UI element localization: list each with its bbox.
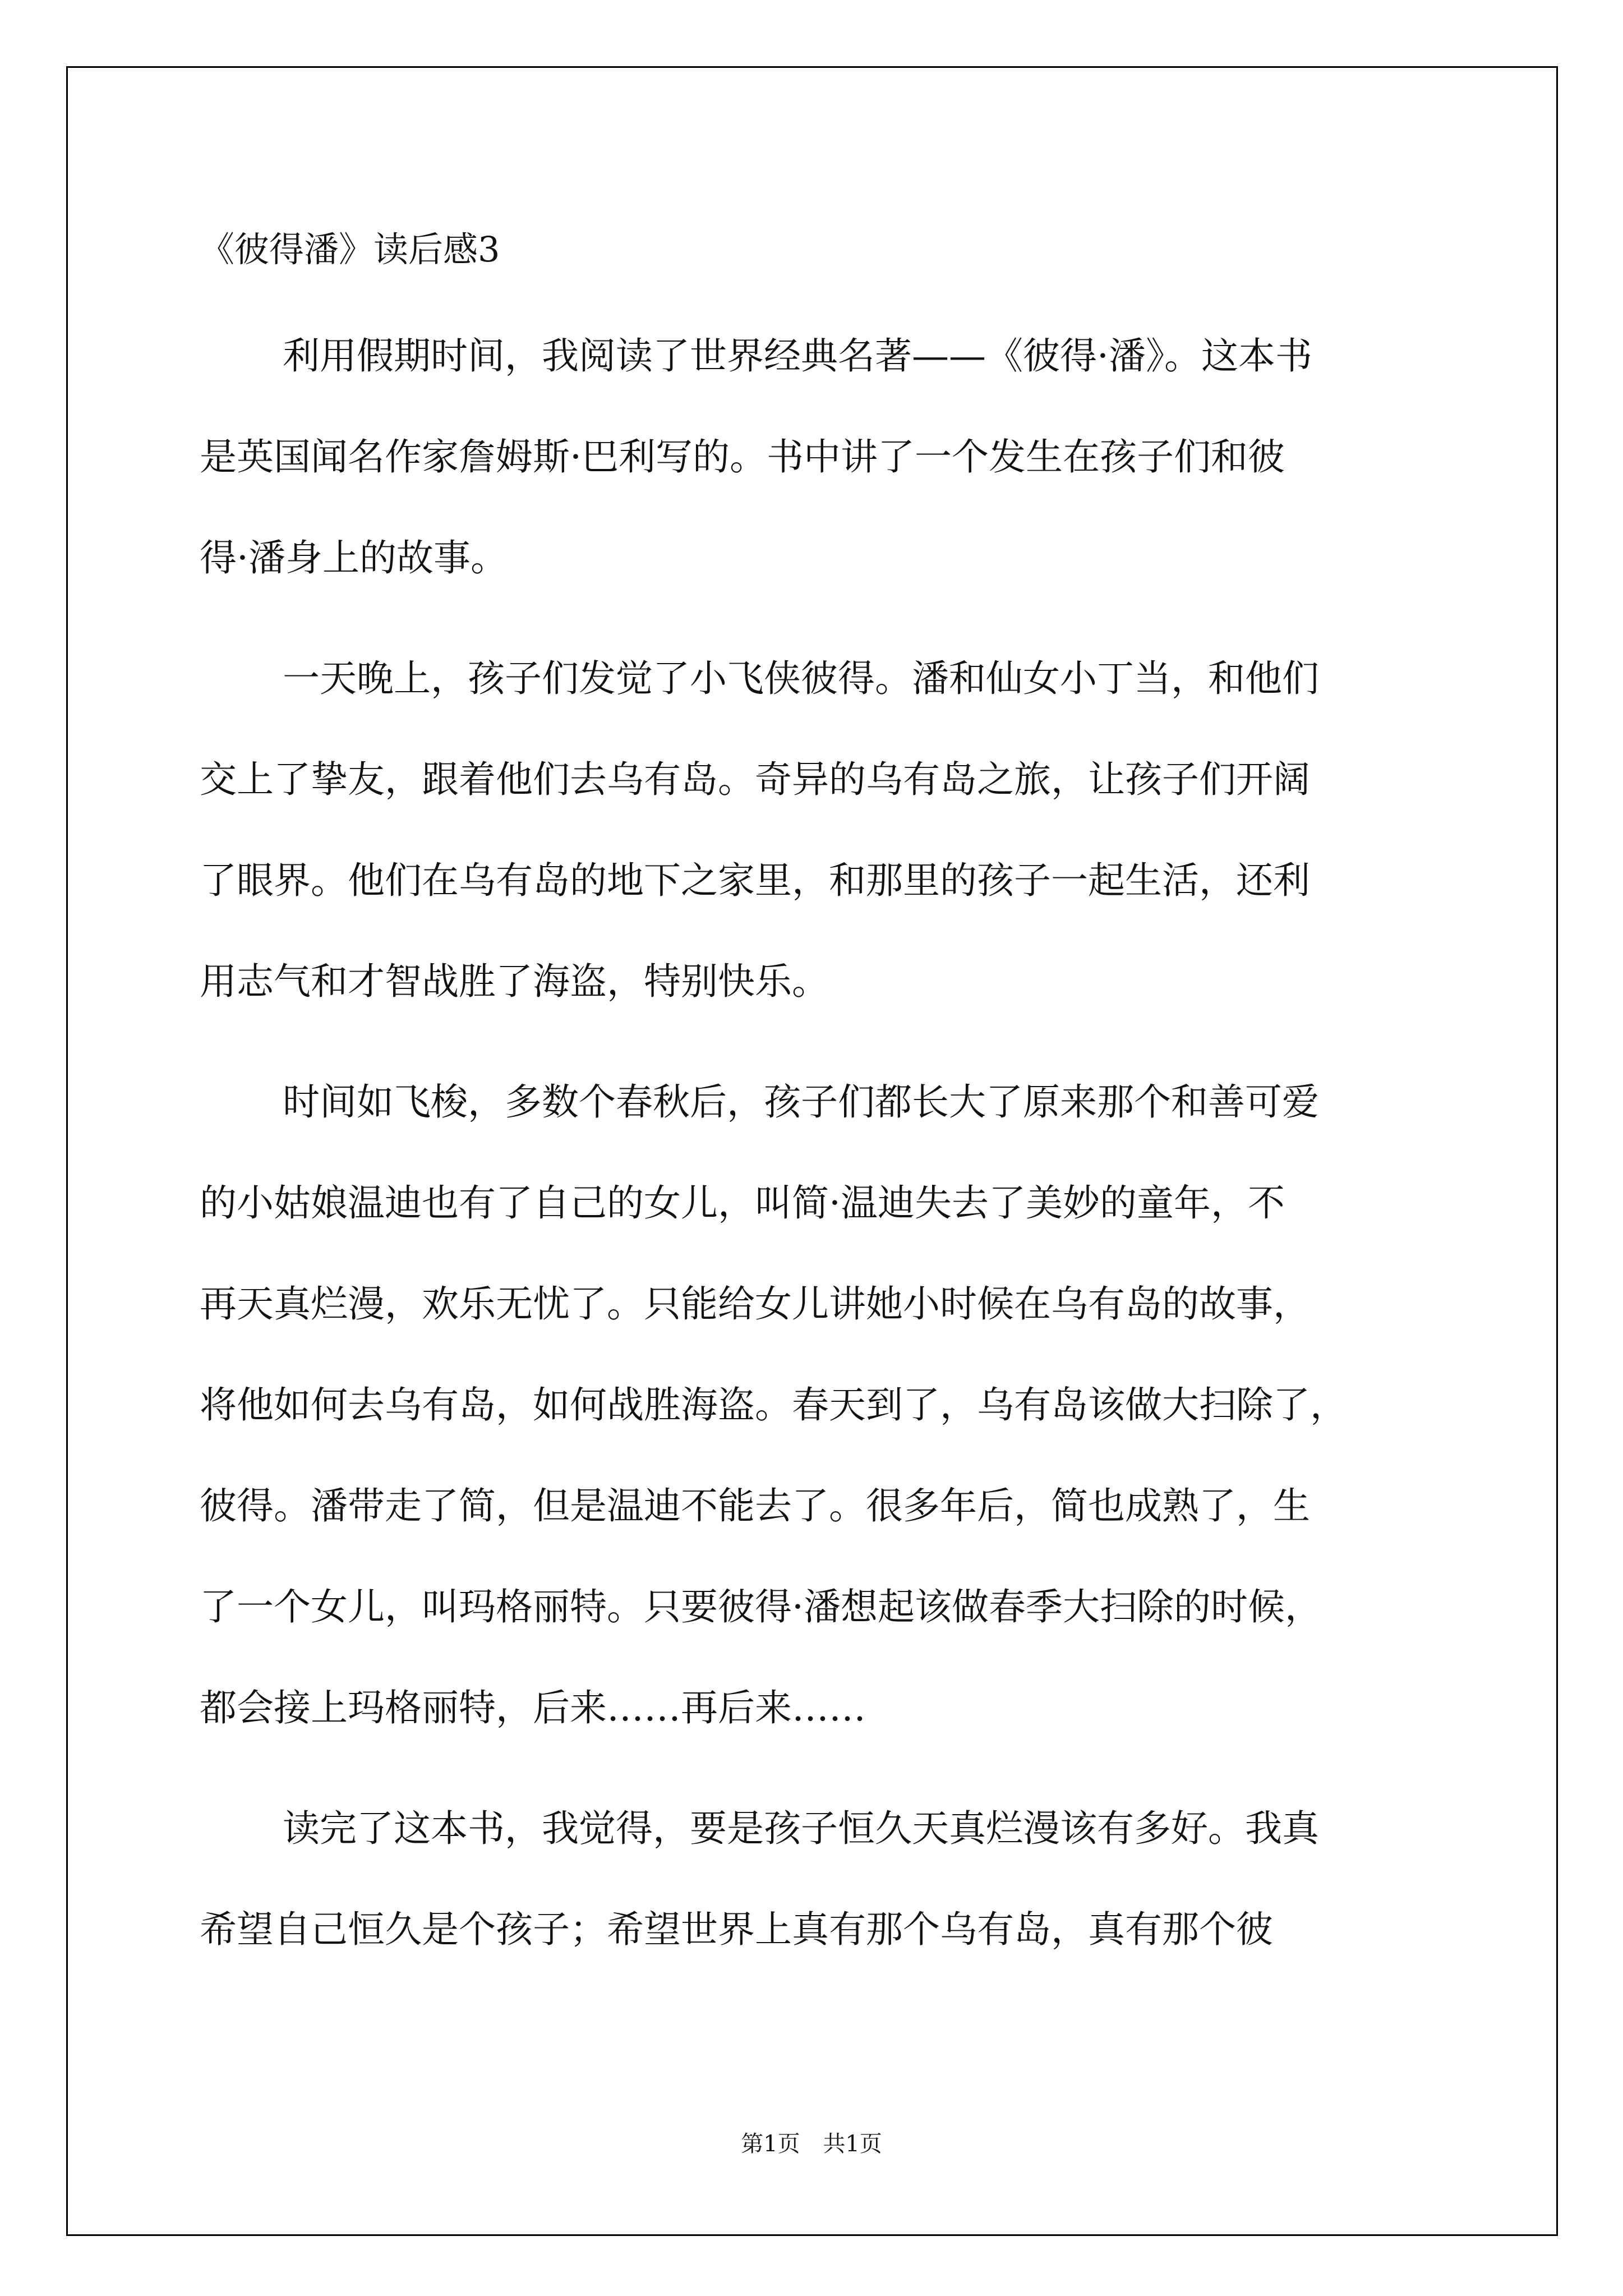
- text-line: 利用假期时间，我阅读了世界经典名著——《彼得·潘》。这本书: [283, 334, 1312, 378]
- page-total: 共1页: [823, 2131, 882, 2157]
- text-line: 彼得。潘带走了简，但是温迪不能去了。很多年后，简也成熟了，生: [200, 1484, 1310, 1527]
- text-line: 的小姑娘温迪也有了自己的女儿，叫简·温迪失去了美妙的童年，不: [200, 1181, 1285, 1225]
- page-number: 第1页: [741, 2131, 800, 2157]
- text-line: 了一个女儿，叫玛格丽特。只要彼得·潘想起该做春季大扫除的时候，: [200, 1585, 1322, 1628]
- text-line: 用志气和才智战胜了海盗，特别快乐。: [200, 960, 829, 1003]
- text-line: 将他如何去乌有岛，如何战胜海盗。春天到了，乌有岛该做大扫除了，: [200, 1383, 1347, 1427]
- text-line: 交上了挚友，跟着他们去乌有岛。奇异的乌有岛之旅，让孩子们开阔: [200, 758, 1310, 801]
- text-line: 时间如飞梭，多数个春秋后，孩子们都长大了原来那个和善可爱: [283, 1080, 1319, 1124]
- text-line: 是英国闻名作家詹姆斯·巴利写的。书中讲了一个发生在孩子们和彼: [200, 435, 1285, 478]
- text-line: 读完了这本书，我觉得，要是孩子恒久天真烂漫该有多好。我真: [283, 1807, 1319, 1850]
- text-line: 了眼界。他们在乌有岛的地下之家里，和那里的孩子一起生活，还利: [200, 859, 1310, 902]
- text-line: 都会接上玛格丽特，后来……再后来……: [200, 1686, 866, 1729]
- document-title: 《彼得潘》读后感3: [200, 229, 500, 270]
- text-line: 再天真烂漫，欢乐无忧了。只能给女儿讲她小时候在乌有岛的故事，: [200, 1282, 1310, 1326]
- text-line: 得·潘身上的故事。: [200, 536, 508, 579]
- page-footer: [0, 2126, 1623, 2158]
- text-line: 一天晚上，孩子们发觉了小飞侠彼得。潘和仙女小丁当，和他们: [283, 657, 1319, 700]
- text-line: 希望自己恒久是个孩子；希望世界上真有那个乌有岛，真有那个彼: [200, 1908, 1273, 1951]
